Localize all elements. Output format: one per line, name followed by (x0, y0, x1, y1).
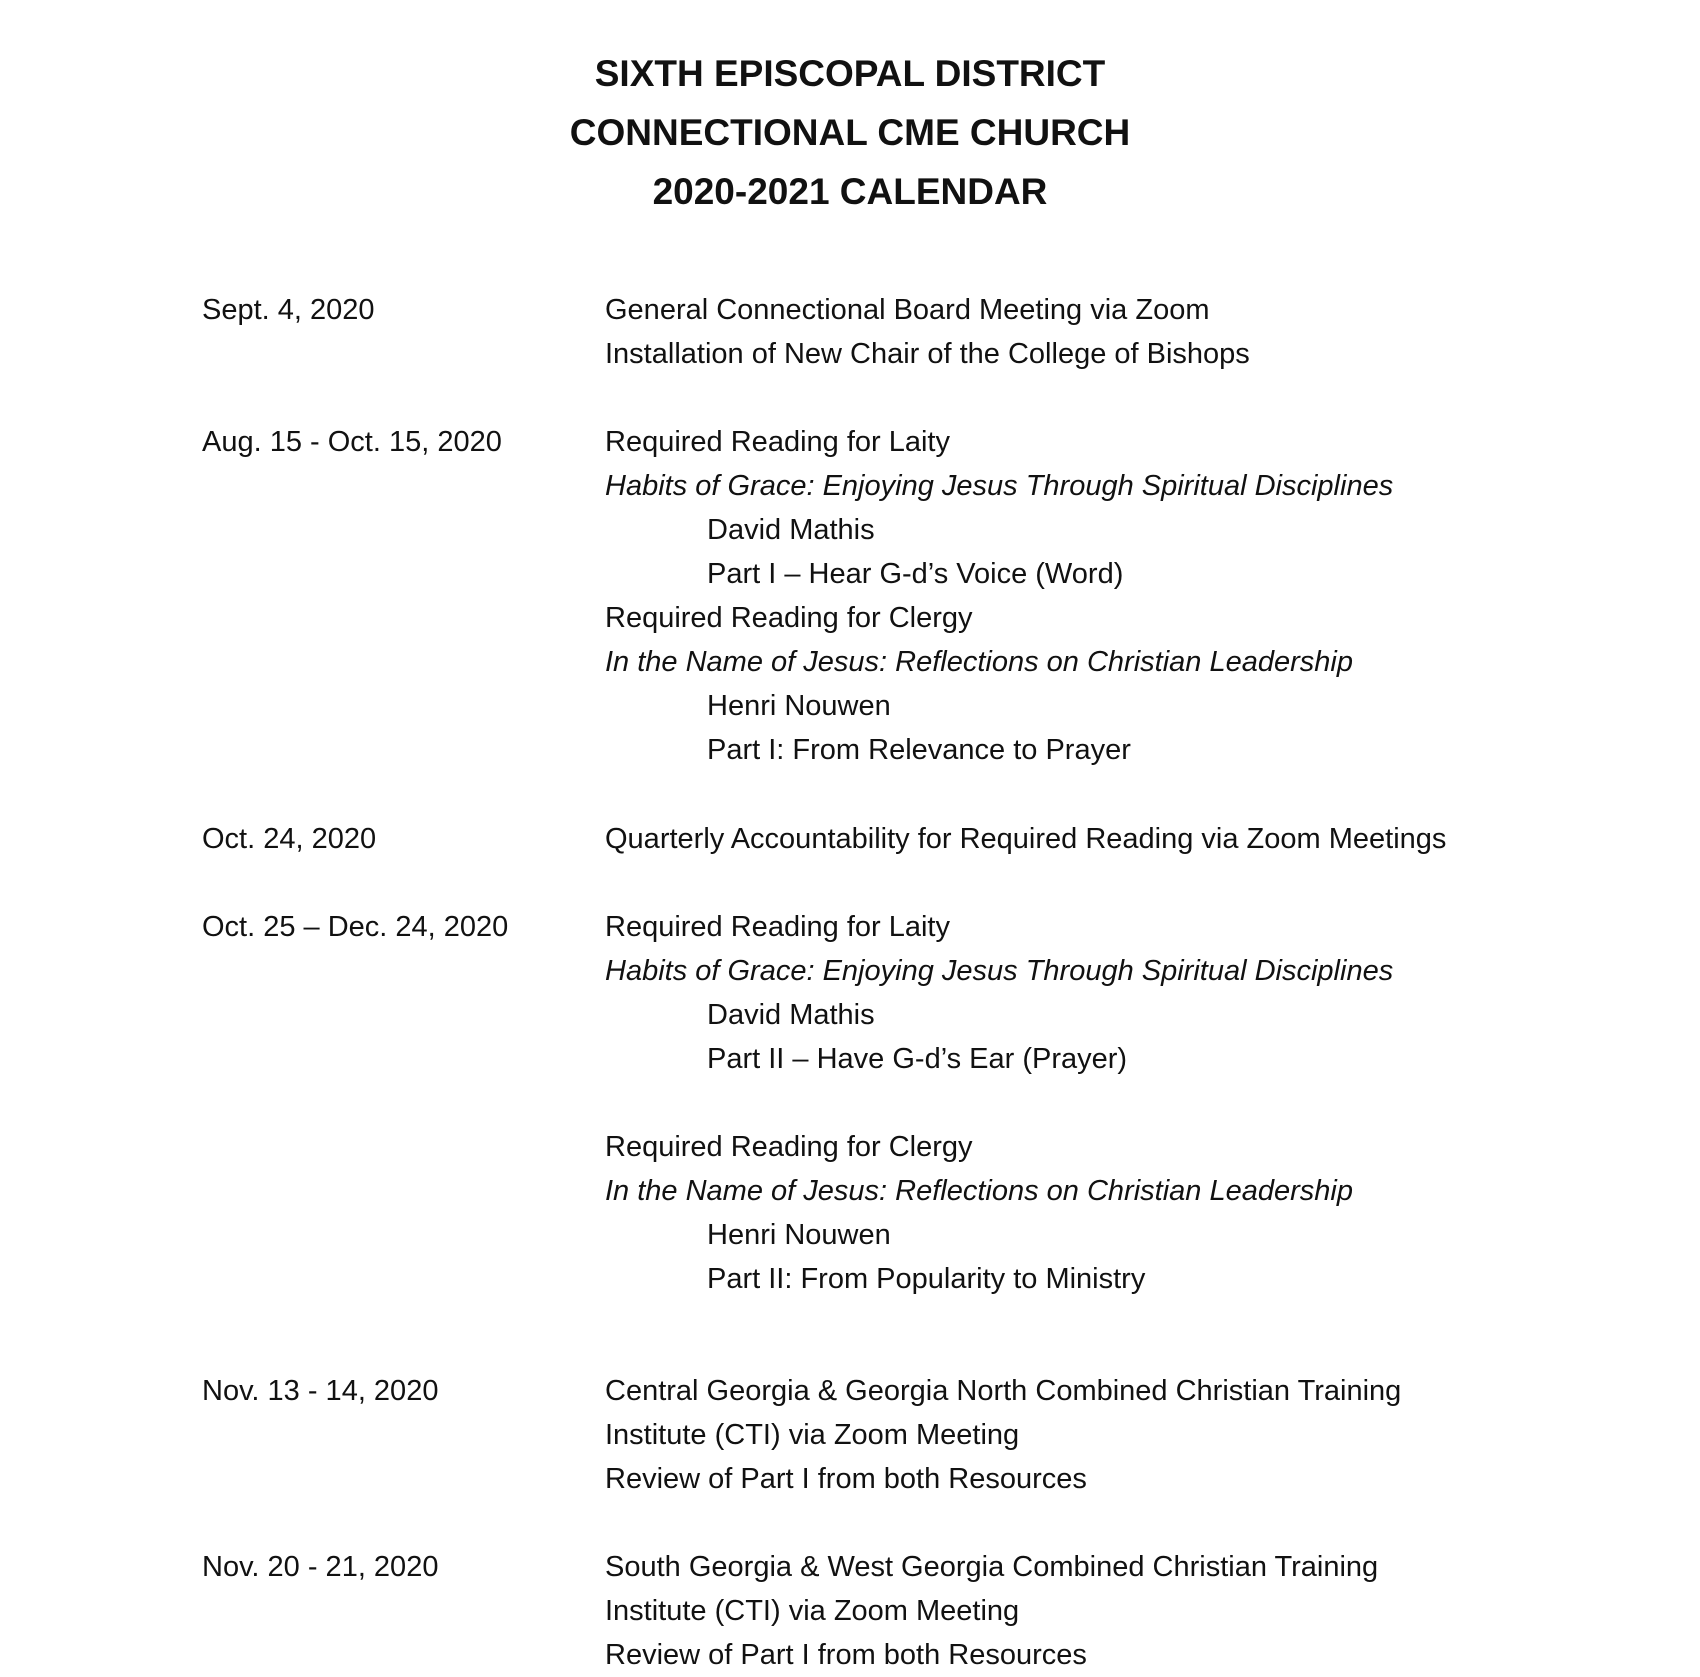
entry-line: General Connectional Board Meeting via Zoom (605, 294, 1210, 326)
entry-line: Part I: From Relevance to Prayer (707, 734, 1131, 766)
title-line-1: SIXTH EPISCOPAL DISTRICT (594, 53, 1106, 94)
entry-date: Oct. 25 – Dec. 24, 2020 (202, 911, 509, 943)
entry-line: Habits of Grace: Enjoying Jesus Through Spiritual Disciplines (605, 955, 1394, 987)
entry-line: Required Reading for Laity (605, 911, 950, 943)
entry-line: Review of Part I from both Resources (605, 1463, 1087, 1495)
entry-line: Institute (CTI) via Zoom Meeting (605, 1595, 1020, 1627)
entry-line: Quarterly Accountability for Required Reading via Zoom Meetings (605, 823, 1447, 855)
entry-line: Henri Nouwen (707, 1219, 891, 1251)
entry-line: Required Reading for Clergy (605, 1131, 973, 1163)
title-line-3: 2020-2021 CALENDAR (652, 171, 1048, 212)
entry-line: David Mathis (707, 999, 875, 1031)
entry-description (605, 420, 1393, 772)
entry-date: Sept. 4, 2020 (202, 294, 375, 326)
entry-line: In the Name of Jesus: Reflections on Christian Leadership (605, 646, 1353, 678)
entry-description (605, 817, 1446, 861)
entry-line: Institute (CTI) via Zoom Meeting (605, 1419, 1020, 1451)
entry-line: Central Georgia & Georgia North Combined Christian Training (605, 1375, 1402, 1407)
entry-line: Part II – Have G-d’s Ear (Prayer) (707, 1043, 1128, 1075)
spacer (605, 1081, 1393, 1125)
entry-line: Required Reading for Laity (605, 426, 950, 458)
entry-line: Part II: From Popularity to Ministry (707, 1263, 1146, 1295)
entry-description (605, 1369, 1401, 1501)
entry-line: Part I – Hear G-d’s Voice (Word) (707, 558, 1124, 590)
entry-date: Nov. 20 - 21, 2020 (202, 1551, 439, 1583)
entry-line: Required Reading for Clergy (605, 602, 973, 634)
entry-line: Habits of Grace: Enjoying Jesus Through Spiritual Disciplines (605, 470, 1394, 502)
entry-line: Review of Part I from both Resources (605, 1639, 1087, 1671)
entry-date: Aug. 15 - Oct. 15, 2020 (202, 426, 502, 458)
entry-description (605, 288, 1250, 376)
title-line-2: CONNECTIONAL CME CHURCH (569, 112, 1131, 153)
entry-line: Installation of New Chair of the College of Bishops (605, 338, 1250, 370)
entry-date: Nov. 13 - 14, 2020 (202, 1375, 439, 1407)
document-title (0, 44, 1700, 221)
entry-description (605, 1545, 1378, 1677)
entry-line: In the Name of Jesus: Reflections on Christian Leadership (605, 1175, 1353, 1207)
entry-line: South Georgia & West Georgia Combined Christian Training (605, 1551, 1379, 1583)
entry-line: David Mathis (707, 514, 875, 546)
entry-date: Oct. 24, 2020 (202, 823, 377, 855)
entry-line: Henri Nouwen (707, 690, 891, 722)
entry-description (605, 905, 1393, 1301)
